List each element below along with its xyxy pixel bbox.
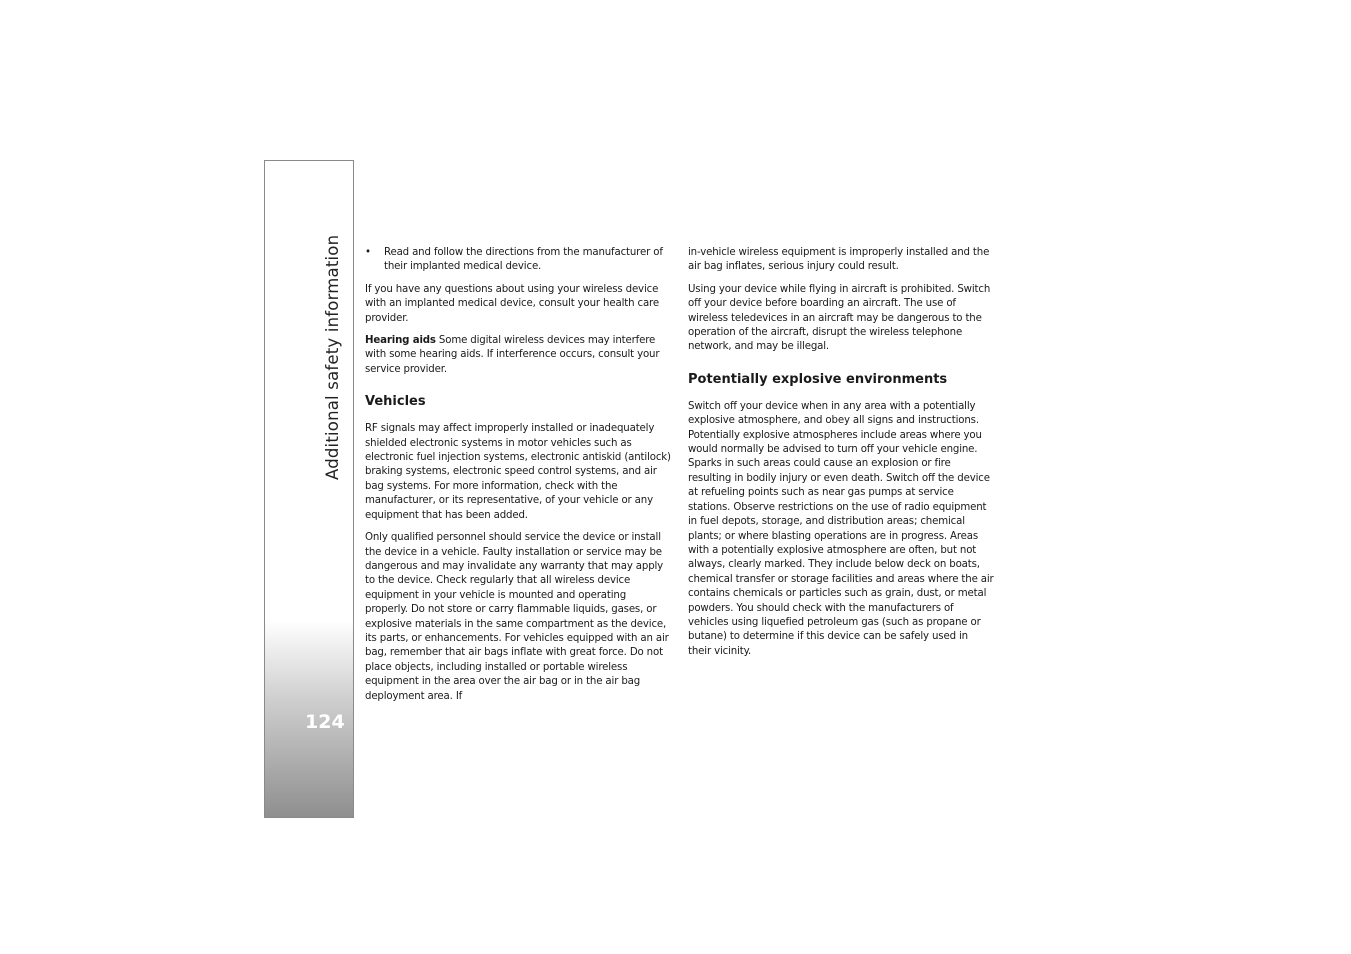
left-column [365, 246, 671, 712]
paragraph-implanted-device: If you have any questions about using your wireless device with an implanted medical device, consult your health care provider. [365, 283, 659, 324]
paragraph-explosive-environments: Switch off your device when in any area with a potentially explosive atmosphere, and obey all signs and instructions. Potentially explosive atmospheres include areas where you would normally be advised to turn off your vehicle engine. Sparks in such areas could cause an explosion or fire resulting in bodily injury or even death. Switch off the device at refueling points such as near gas pumps at service stations. Observe restrictions on the use of radio equipment in fuel depots, storage, and distribution areas; chemical plants; or where blasting operations are in progress. Areas with a potentially explosive atmosphere are often, but not always, clearly marked. They include below deck on boats, chemical transfer or storage facilities and areas where the air contains chemicals or particles such as grain, dust, or metal powders. You should check with the manufacturers of vehicles using liquefied petroleum gas (such as propane or butane) to determine if this device can be safely used in their vicinity. [688, 400, 994, 657]
explosive-environments-heading: Potentially explosive environments [688, 371, 948, 387]
bullet-text: Read and follow the directions from the manufacturer of their implanted medical device. [384, 247, 663, 273]
paragraph-aircraft: Using your device while flying in aircraft is prohibited. Switch off your device before boarding an aircraft. The use of wireless teledevices in an aircraft may be dangerous to the operation of the aircraft, disrupt the wireless telephone network, and may be illegal. [688, 283, 991, 353]
hearing-aids-text: Some digital wireless devices may interfere with some hearing aids. If interference occurs, consult your service provider. [365, 335, 660, 375]
chapter-title: Additional safety information [323, 234, 342, 480]
paragraph-hearing-aids [365, 334, 671, 377]
right-column [688, 246, 994, 667]
paragraph-qualified-personnel: Only qualified personnel should service the device or install the device in a vehicle. Faulty installation or service may be dangerous and may invalidate any warranty that may apply to the device. Check regularly that all wireless device equipment in your vehicle is mounted and operating properly. Do not store or carry flammable liquids, gases, or explosive materials in the same compartment as the device, its parts, or enhancements. For vehicles equipped with an air bag, remember that air bags inflate with great force. Do not place objects, including installed or portable wireless equipment in the area over the air bag or in the air bag deployment area. If [365, 532, 669, 702]
bullet-dot-icon: • [365, 247, 371, 258]
hearing-aids-run-in-head: Hearing aids [365, 335, 436, 347]
paragraph-rf-signals: RF signals may affect improperly installed or inadequately shielded electronic systems in motor vehicles such as electronic fuel injection systems, electronic antiskid (antilock) braking systems, electronic speed control systems, and air bag systems. For more information, check with the manufacturer, or its representative, of your vehicle or any equipment that has been added. [365, 423, 671, 521]
bullet-item [365, 246, 671, 275]
page-number: 124 [305, 711, 345, 733]
vehicles-heading: Vehicles [365, 394, 426, 410]
paragraph-air-bag-continued: in-vehicle wireless equipment is improperly installed and the air bag inflates, serious injury could result. [688, 247, 990, 273]
